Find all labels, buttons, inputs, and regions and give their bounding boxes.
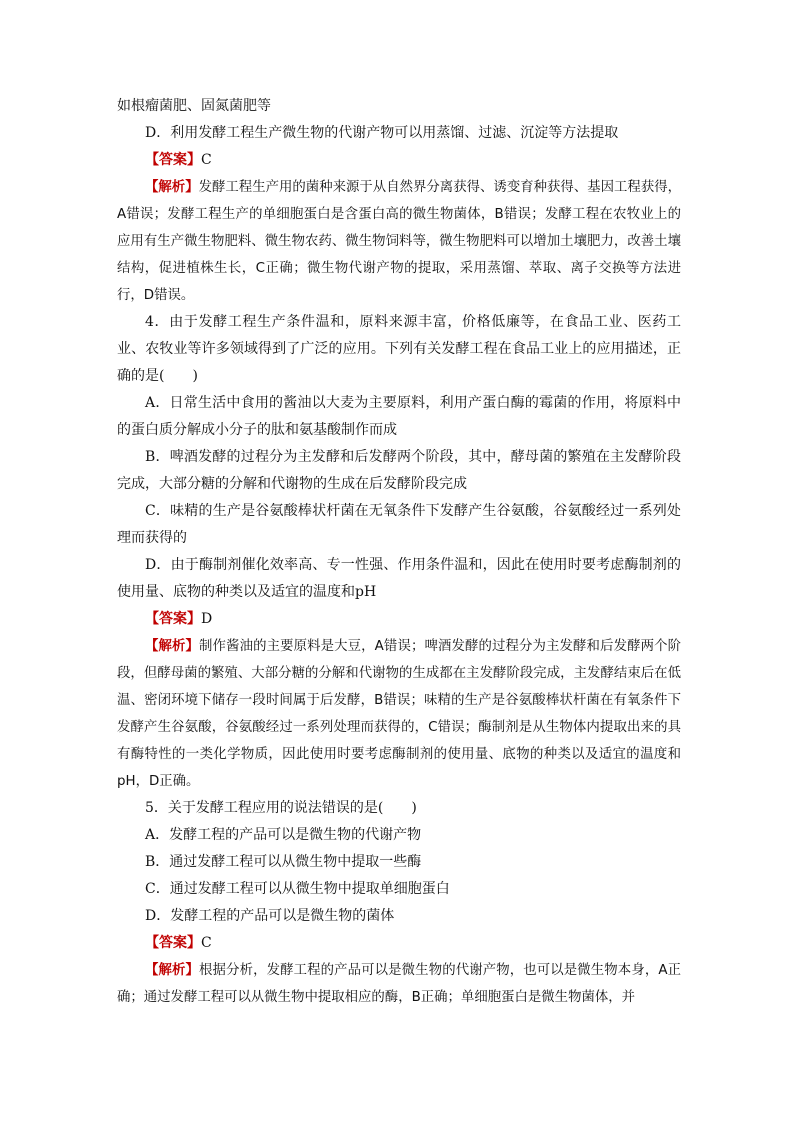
answer-label: 【答案】 bbox=[145, 152, 201, 168]
q4-option-d: D．由于酶制剂催化效率高、专一性强、作用条件温和，因此在使用时要考虑酶制剂的使用量、底物的种类以及适宜的温度和pH bbox=[117, 557, 681, 600]
q5-option-c: C．通过发酵工程可以从微生物中提取单细胞蛋白 bbox=[145, 881, 450, 897]
q5-option-b: B．通过发酵工程可以从微生物中提取一些酶 bbox=[145, 854, 422, 870]
q5-option-d: D．发酵工程的产品可以是微生物的菌体 bbox=[145, 908, 395, 924]
explanation-text: 发酵工程生产用的菌种来源于从自然界分离获得、诱变育种获得、基因工程获得，A错误；发酵工程生产的单细胞蛋白是含蛋白高的微生物菌体，B错误；发酵工程在农牧业上的应用有生产微生物肥料、微生物农药、微生物饲料等，微生物肥料可以增加土壤肥力，改善土壤结构，促进植株生长，C正确；微生物代谢产物的提取，采用蒸馏、萃取、离子交换等方法进行，D错误。 bbox=[117, 180, 682, 303]
answer-label: 【答案】 bbox=[145, 611, 201, 627]
q5-explanation bbox=[117, 957, 681, 1011]
q5-stem: 5．关于发酵工程应用的说法错误的是( ) bbox=[145, 800, 417, 816]
q4-explanation bbox=[117, 633, 681, 795]
q3-answer bbox=[117, 147, 681, 174]
q4-answer bbox=[117, 606, 681, 633]
explanation-label: 【解析】 bbox=[145, 963, 200, 978]
q3-option-c-continuation: 如根瘤菌肥、固氮菌肥等 bbox=[117, 98, 271, 114]
q4-option-b: B．啤酒发酵的过程分为主发酵和后发酵两个阶段，其中，酵母菌的繁殖在主发酵阶段完成，大部分糖的分解和代谢物的生成在后发酵阶段完成 bbox=[117, 449, 681, 492]
q4-option-a: A．日常生活中食用的酱油以大麦为主要原料，利用产蛋白酶的霉菌的作用，将原料中的蛋白质分解成小分子的肽和氨基酸制作而成 bbox=[117, 395, 681, 438]
answer-label: 【答案】 bbox=[145, 935, 201, 951]
answer-value: C bbox=[201, 152, 212, 168]
q5-option-a: A．发酵工程的产品可以是微生物的代谢产物 bbox=[145, 827, 422, 843]
q3-explanation bbox=[117, 174, 681, 309]
explanation-text: 制作酱油的主要原料是大豆，A错误；啤酒发酵的过程分为主发酵和后发酵两个阶段，但酵母菌的繁殖、大部分糖的分解和代谢物的生成都在主发酵阶段完成，主发酵结束后在低温、密闭环境下储存一段时间属于后发酵，B错误；味精的生产是谷氨酸棒状杆菌在有氧条件下发酵产生谷氨酸，谷氨酸经过一系列处理而获得的，C错误；酶制剂是从生物体内提取出来的具有酶特性的一类化学物质，因此使用时要考虑酶制剂的使用量、底物的种类以及适宜的温度和pH，D正确。 bbox=[117, 639, 681, 789]
answer-value: C bbox=[201, 935, 212, 951]
q4-stem: 4．由于发酵工程生产条件温和，原料来源丰富，价格低廉等，在食品工业、医药工业、农牧业等许多领域得到了广泛的应用。下列有关发酵工程在食品工业上的应用描述，正确的是( ) bbox=[117, 314, 681, 384]
q3-option-d: D．利用发酵工程生产微生物的代谢产物可以用蒸馏、过滤、沉淀等方法提取 bbox=[145, 125, 619, 141]
page-content bbox=[117, 93, 681, 1011]
q4-option-c: C．味精的生产是谷氨酸棒状杆菌在无氧条件下发酵产生谷氨酸，谷氨酸经过一系列处理而获得的 bbox=[117, 503, 681, 546]
explanation-label: 【解析】 bbox=[145, 639, 200, 654]
explanation-label: 【解析】 bbox=[145, 180, 199, 195]
explanation-text: 根据分析，发酵工程的产品可以是微生物的代谢产物，也可以是微生物本身，A正确；通过发酵工程可以从微生物中提取相应的酶，B正确；单细胞蛋白是微生物菌体，并 bbox=[117, 963, 681, 1005]
answer-value: D bbox=[201, 611, 213, 627]
q5-answer bbox=[117, 930, 681, 957]
